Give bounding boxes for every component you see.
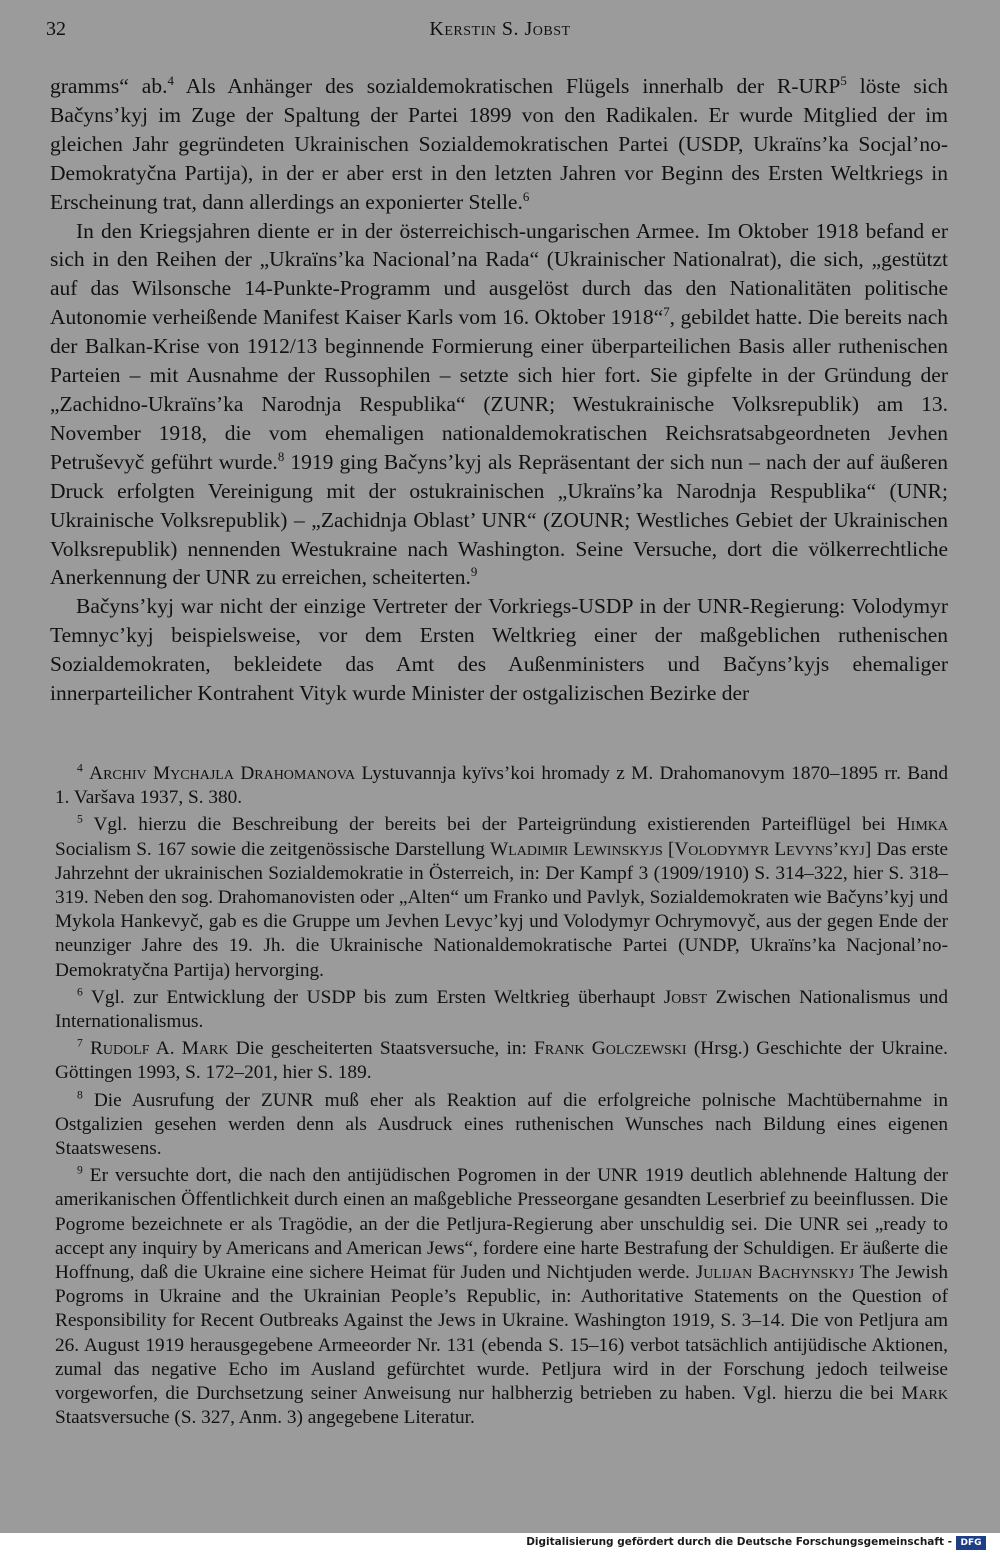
author-name: Wladimir Lewinskyjs [Volodymyr Levyns’kyj] <box>490 838 872 860</box>
footnote-ref: 5 <box>840 73 847 88</box>
footnote-text: Vgl. hierzu die Beschreibung der bereits bei der Parteigründung existierenden Parteiflügel bei <box>82 814 897 836</box>
digitization-footer <box>0 1533 1000 1553</box>
footnote-ref: 4 <box>167 73 174 88</box>
author-name: Archiv Mychajla Drahomanova <box>89 763 356 784</box>
footnote-text: Die Ausrufung der ZUNR muß eher als Reaktion auf die erfolgreiche polnische Machtübernahme in Ostgalizien gesehen werden denn als Ausdruck eines ruthenischen Wunsches nach Bildung eines eigenen Staatswesens. <box>55 1089 948 1160</box>
footnotes <box>55 762 948 1433</box>
footnote-text: (Hrsg.) Geschichte der Ukraine. Göttingen 1993, S. 172–201, hier S. 189. <box>55 1038 949 1084</box>
paragraph-1 <box>50 72 948 217</box>
footnote-text: Staatsversuche (S. 327, Anm. 3) angegebene Literatur. <box>55 1407 475 1429</box>
footnote-7 <box>55 1037 948 1085</box>
author-name: Mark <box>901 1383 948 1405</box>
author-name: Jobst <box>663 986 708 1008</box>
page-number: 32 <box>46 18 66 40</box>
footnote-4 <box>55 762 948 810</box>
text-run: Als Anhänger des sozialdemokratischen Flügels innerhalb der R-URP <box>173 74 841 98</box>
main-text <box>50 72 948 708</box>
text-run: In den Kriegsjahren diente er in der österreichisch-ungarischen Armee. Im Oktober 1918 befand er sich in den Reihen der „Ukraïns’ka Nacional’na Rada“ (Ukrainischer Nationalrat), die sich, „gestützt auf das Wilsonsche 14-Punkte-Programm und ausgelöst durch das den Nationalitäten politische Autonomie verheißende Manifest Kaiser Karls vom 16. Oktober 1918“ <box>50 218 948 330</box>
author-name: Himka <box>896 814 948 836</box>
author-name: Julijan Bachynskyj <box>695 1262 855 1284</box>
footnote-5 <box>55 813 948 982</box>
footnote-number: 6 <box>77 985 83 999</box>
text-run: gramms“ ab. <box>50 74 168 98</box>
footnote-text: Socialism S. 167 sowie die zeitgenössische Darstellung <box>55 838 491 860</box>
funding-credit: Digitalisierung gefördert durch die Deutsche Forschungsgemeinschaft - <box>526 1536 952 1548</box>
paragraph-3 <box>50 592 948 708</box>
author-name: Frank Golczewski <box>534 1038 687 1060</box>
footnote-text: Lystuvannja kyïvs’koi hromady z M. Drahomanovym 1870–1895 rr. Band 1. Varšava 1937, S. 380. <box>55 763 948 809</box>
footnote-text: Vgl. zur Entwicklung der USDP bis zum Ersten Weltkrieg überhaupt <box>82 986 664 1008</box>
footnote-text: Zwischen Nationalismus und Internationalismus. <box>55 986 948 1033</box>
text-run: löste sich Bačyns’kyj im Zuge der Spaltung der Partei 1899 von den Radikalen. Er wurde Mitglied der im gleichen Jahr gegründeten Ukrainischen Sozialdemokratischen Partei (USDP, Ukraïns’ka Socjal’no-Demokratyčna Partija), in der er aber erst in den letzten Jahren vor Beginn des Ersten Weltkriegs in Erscheinung trat, dann allerdings an exponierter Stelle. <box>50 74 948 214</box>
footnote-number: 7 <box>77 1036 83 1050</box>
footnote-ref: 7 <box>663 305 670 320</box>
footnote-text: Das erste Jahrzehnt der ukrainischen Sozialdemokratie in Österreich, in: Der Kampf 3 (1909/1910) S. 314–322, hier S. 318–319. Neben den sog. Drahomanovisten oder „Alten“ um Franko und Pavlyk, Sozialdemokraten wie Bačyns’kyj und Mykola Hankevyč, gab es die Gruppe um Jevhen Levyc’kyj und Volodymyr Ochrymovyč, aus der gegen Ende der neunziger Jahre des 19. Jh. die Ukrainische Nationaldemokratische Partei (UNDP, Ukraïns’ka Nacjonal’no-Demokratyčna Partija) hervorging. <box>55 838 948 981</box>
text-run: , gebildet hatte. Die bereits nach der Balkan-Krise von 1912/13 beginnende Formierung einer überparteilichen Basis aller ruthenischen Parteien – mit Ausnahme der Russophilen – setzte sich hier fort. Sie gipfelte in der Gründung der „Zachidno-Ukraïns’ka Narodnja Respublika“ (ZUNR; Westukrainische Volksrepublik) am 13. November 1918, die vom ehemaligen nationaldemokratischen Reichsratsabgeordneten Jevhen Petruševyč geführt wurde. <box>50 305 948 474</box>
text-run: Bačyns’kyj war nicht der einzige Vertreter der Vorkriegs-USDP in der UNR-Regierung: Volodymyr Temnyc’kyj beispielsweise, vor dem Ersten Weltkrieg einer der maßgeblichen ruthenischen Sozialdemokraten, bekleidete das Amt des Außenministers und Bačyns’kyjs ehemaliger innerparteilicher Kontrahent Vityk wurde Minister der ostgalizischen Bezirke der <box>50 594 948 706</box>
footnote-text: Die gescheiterten Staatsversuche, in: <box>228 1038 535 1060</box>
footnote-number: 9 <box>77 1163 83 1177</box>
text-run: 1919 ging Bačyns’kyj als Repräsentant der sich nun – nach der auf äußeren Druck erfolgten Vereinigung mit der ostukrainischen „Ukraïns’ka Narodnja Respublika“ (UNR; Ukrainische Volksrepublik) – „Zachidnja Oblast’ UNR“ (ZOUNR; Westliches Gebiet der Ukrainischen Volksrepublik) nennenden Westukraine nach Washington. Seine Versuche, dort die völkerrechtliche Anerkennung der UNR zu erreichen, scheiterten. <box>50 449 948 590</box>
footnote-text: The Jewish Pogroms in Ukraine and the Ukrainian People’s Republic, in: Authoritative Statements on the Question of Responsibility for Recent Outbreaks Against the Jews in Ukraine. Washington 1919, S. 3–14. Die von Petljura am 26. August 1919 herausgegebene Armeeorder Nr. 131 (ebenda S. 15–16) verbot tatsächlich antijüdische Aktionen, zumal das negative Echo im Ausland gefürchtet wurde. Petljura wird in der Forschung jedoch teilweise vorgeworfen, die Durchsetzung seiner Anweisung nur halbherzig betrieben zu haben. Vgl. hierzu die bei <box>55 1262 948 1405</box>
footnote-6 <box>55 986 948 1034</box>
footnote-ref: 9 <box>470 565 478 580</box>
page-header <box>0 14 1000 50</box>
footnote-ref: 8 <box>277 449 285 464</box>
author-name: Rudolf A. Mark <box>90 1038 229 1060</box>
footnote-ref: 6 <box>522 189 530 204</box>
footnote-text: Er versuchte dort, die nach den antijüdischen Pogromen in der UNR 1919 deutlich ablehnende Haltung der amerikanischen Öffentlichkeit durch einen an maßgebliche Presseorgane gesandten Leserbrief zu beeinflussen. Die Pogrome bezeichnete er als Tragödie, an der die Petljura-Regierung aber unschuldig sei. Die UNR sei „ready to accept any inquiry by Americans and American Jews“, fordere eine harte Bestrafung der Schuldigen. Er äußerte die Hoffnung, daß die Ukraine eine sichere Heimat für Juden und Nichtjuden werde. <box>55 1165 948 1284</box>
paragraph-2 <box>50 217 948 593</box>
footnote-number: 5 <box>77 812 83 826</box>
footnote-9 <box>55 1164 948 1430</box>
running-head: Kerstin S. Jobst <box>429 18 571 40</box>
footnote-8 <box>55 1089 948 1162</box>
dfg-logo: DFG <box>956 1536 986 1550</box>
footnote-number: 4 <box>77 761 83 775</box>
footnote-number: 8 <box>77 1088 83 1102</box>
